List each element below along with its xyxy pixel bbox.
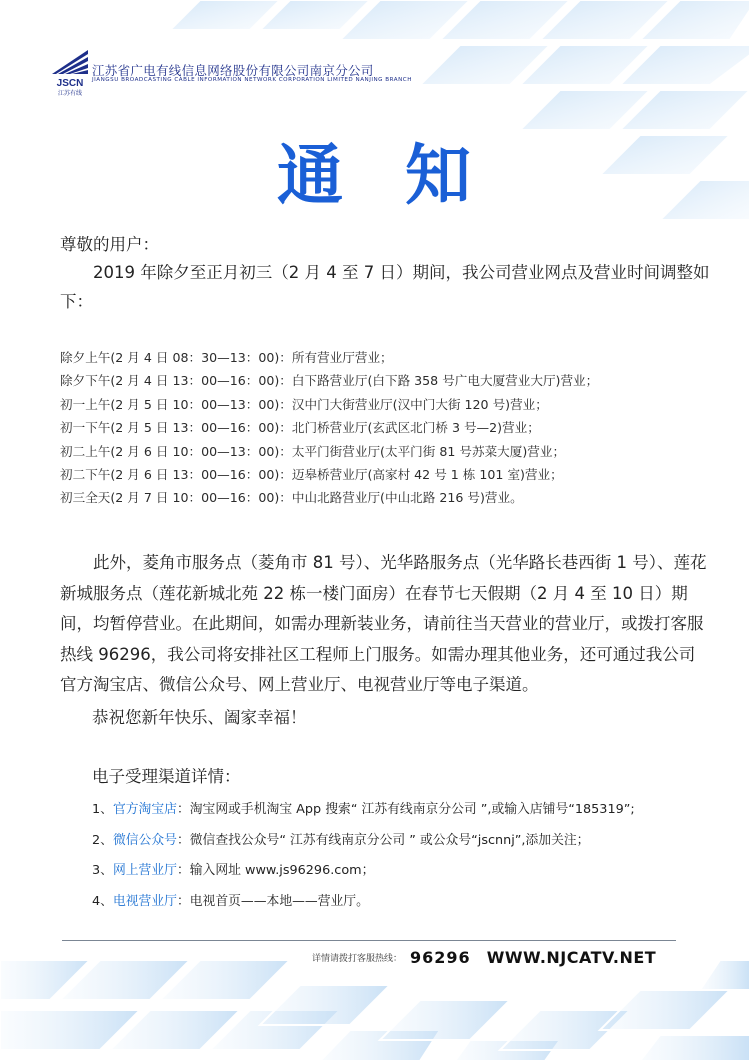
company-name-cn: 江苏省广电有线信息网络股份有限公司南京分公司	[92, 63, 374, 78]
schedule-item: 初一上午(2 月 5 日 10：00—13：00)：汉中门大街营业厅(汉中门大街 120 号)营业；	[60, 396, 548, 412]
channel-number: 2、	[92, 832, 113, 848]
schedule-item: 初一下午(2 月 5 日 13：00—16：00)：北门桥营业厅(玄武区北门桥 3 号—2)营业；	[60, 420, 540, 436]
new-year-wishes: 恭祝您新年快乐、阖家幸福！	[92, 708, 307, 727]
logo-subtext: 江苏有线	[57, 90, 83, 96]
schedule-item: 除夕上午(2 月 4 日 08：30—13：00)：所有营业厅营业；	[60, 350, 393, 365]
notice-title	[0, 122, 750, 217]
channel-item-tv-hall	[92, 887, 702, 918]
channel-link-taobao[interactable]: 官方淘宝店	[112, 802, 177, 817]
schedule-item: 初三全天(2 月 7 日 10：00—16：00)：中山北路营业厅(中山北路 216 号)营业。	[60, 490, 523, 506]
website-link[interactable]: WWW.NJCATV.NET	[486, 948, 657, 967]
channel-item-taobao	[92, 795, 702, 826]
channels-list	[92, 795, 702, 917]
company-name-en: JIANGSU BROADCASTING CABLE INFORMATION NETWORK CORPORATION LIMITED NANJING BRANCH	[92, 77, 412, 83]
title-char-1: 通	[277, 137, 345, 214]
footer-contact	[312, 947, 656, 971]
footer-divider	[62, 940, 676, 941]
hotline-number[interactable]: 96296	[410, 948, 471, 967]
channel-desc: ：输入网址 www.js96296.com；	[176, 863, 375, 878]
jscn-logo-icon	[50, 48, 90, 96]
channels-heading: 电子受理渠道详情：	[92, 767, 241, 786]
title-char-2: 知	[405, 137, 473, 214]
channel-link-online-hall[interactable]: 网上营业厅	[112, 863, 177, 878]
schedule-item: 初二下午(2 月 6 日 13：00—16：00)：迈皋桥营业厅(高家村 42 号 1 栋 101 室)营业；	[60, 467, 563, 483]
closure-paragraph: 此外，菱角市服务点（菱角市 81 号）、光华路服务点（光华路长巷西街 1 号）、莲花新城服务点（莲花新城北苑 22 栋一楼门面房）在春节七天假期（2 月 4 至 10 日）期间，均暂停营业。在此期间，如需办理新装业务，请前往当天营业的营业厅，或拨打客服热线 96296，我公司将安排社区工程师上门服务。如需办理其他业务，还可通过我公司官方淘宝店、微信公众号、网上营业厅、电视营业厅等电子渠道。	[60, 553, 707, 695]
channel-number: 4、	[92, 893, 113, 909]
hotline-label: 详情请拨打客服热线：	[312, 954, 403, 964]
schedule-item: 初二上午(2 月 6 日 10：00—13：00)：太平门街营业厅(太平门街 81 号苏菜大厦)营业；	[60, 443, 566, 459]
greeting: 尊敬的用户：	[60, 235, 159, 254]
channel-link-wechat[interactable]: 微信公众号	[112, 832, 177, 848]
channel-link-tv-hall[interactable]: 电视营业厅	[112, 893, 177, 909]
intro-paragraph: 2019 年除夕至正月初三（2 月 4 至 7 日）期间，我公司营业网点及营业时间调整如下：	[60, 263, 710, 311]
channel-number: 1、	[92, 802, 113, 817]
schedule-item: 除夕下午(2 月 4 日 13：00—16：00)：白下路营业厅(白下路 358 号广电大厦营业大厅)营业；	[60, 373, 599, 389]
schedule-list	[60, 346, 710, 510]
logo-text: JSCN	[56, 78, 84, 89]
channel-desc: ：电视首页——本地——营业厅。	[176, 893, 369, 909]
channel-item-wechat	[92, 826, 702, 857]
channel-desc: ：淘宝网或手机淘宝 App 搜索“ 江苏有线南京分公司 ”,或输入店铺号“185319”;	[176, 802, 635, 817]
channel-desc: ：微信查找公众号“ 江苏有线南京分公司 ” 或公众号“jscnnj”,添加关注；	[176, 832, 590, 848]
channel-number: 3、	[92, 863, 113, 878]
channel-item-online-hall	[92, 856, 702, 887]
